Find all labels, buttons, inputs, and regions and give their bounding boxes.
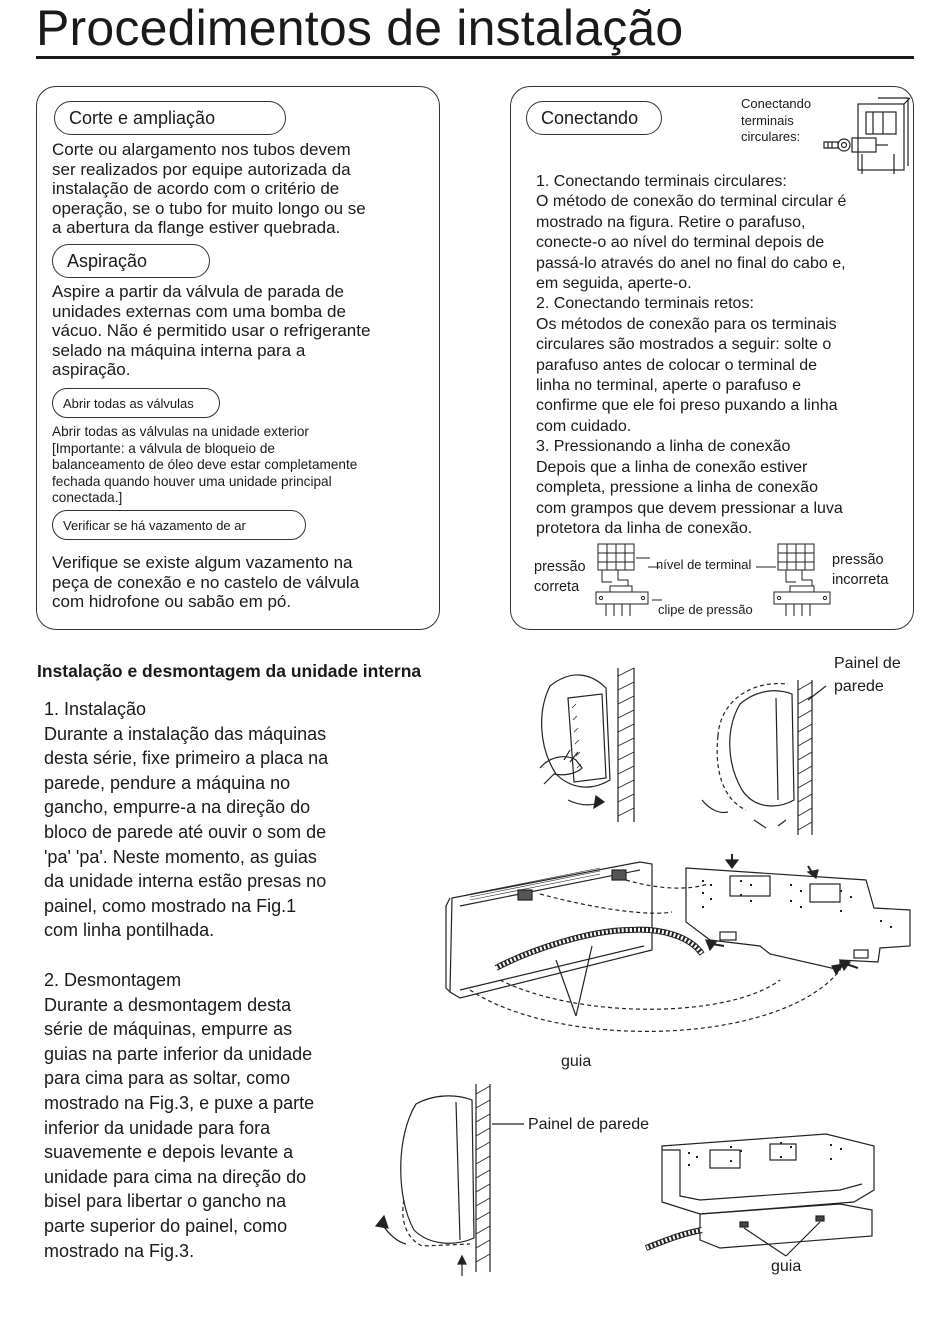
cut-text: Corte ou alargamento nos tubos devem ser realizados por equipe autorizada da instalação de acordo com o critério de operação, se o tubo for muito longo ou se a abertura da flange estiver quebrada. — [52, 140, 366, 238]
wall-hanging-figure — [510, 650, 930, 850]
indoor-unit-mounting-figure — [440, 850, 930, 1050]
connecting-text: 1. Conectando terminais circulares: O método de conexão do terminal circular é mostrado na figura. Retire o parafuso, conecte-o ao nível do terminal depois de passá-lo através do anel no final do cabo e, em seguida, aperte-o. 2. Conectando terminais retos: Os métodos de conexão para os terminais circulares são mostrados a seguir: solte o parafuso antes de colocar o terminal de linha no terminal, aperte o parafuso e confirme que ele foi preso puxando a linha com cuidado. 3. Pressionando a linha de conexão Depois que a linha de conexão estiver completa, pressione a linha de conexão com grampos que devem pressionar a luva protetora da linha de conexão. — [536, 173, 847, 537]
pressing-clip-label: clipe de pressão — [658, 602, 753, 617]
removal-side-figure — [370, 1080, 550, 1280]
valves-heading: Abrir todas as válvulas — [52, 388, 220, 418]
vacuum-text: Aspire a partir da válvula de parada de unidades externas com uma bomba de vácuo. Não é permitido usar o refrigerante selado na máquina interna para a aspiração. — [52, 282, 371, 380]
guide-label-2: guia — [771, 1258, 802, 1275]
connecting-heading: Conectando — [526, 101, 662, 135]
cut-heading: Corte e ampliação — [54, 101, 286, 135]
valves-text: Abrir todas as válvulas na unidade exterior [Importante: a válvula de bloqueio de balanceamento de óleo deve estar completamente fechada quando houver uma unidade principal conectada.] — [52, 424, 358, 505]
incorrect-pressing-label: pressão incorreta — [832, 552, 889, 588]
removal-perspective-figure — [640, 1130, 890, 1270]
wall-panel-label-bottom: Painel de parede — [528, 1116, 649, 1133]
removal-text: 2. Desmontagem Durante a desmontagem desta série de máquinas, empurre as guias na parte inferior da unidade para cima para as soltar, como mostrado na Fig.3, e puxe a parte inferior da unidade para fora suavemente e depois levante a unidade para cima na direção do bisel para libertar o gancho na parte superior do painel, como mostrado na Fig.3. — [44, 970, 315, 1261]
terminal-level-label: nível de terminal — [656, 557, 752, 572]
wall-panel-label-top: Painel de parede — [834, 655, 901, 695]
leak-heading: Verificar se há vazamento de ar — [52, 510, 306, 540]
indoor-section-heading: Instalação e desmontagem da unidade interna — [37, 661, 422, 681]
circular-terminal-caption: Conectando terminais circulares: — [741, 96, 812, 144]
diagram-leader-lines — [0, 0, 920, 640]
page-title: Procedimentos de instalação — [36, 0, 684, 56]
correct-pressing-label: pressão correta — [534, 559, 586, 595]
vacuum-heading: Aspiração — [52, 244, 210, 278]
leak-text: Verifique se existe algum vazamento na peça de conexão e no castelo de válvula com hidrofone ou sabão em pó. — [52, 553, 360, 612]
guide-label-1: guia — [561, 1053, 592, 1070]
installation-text: 1. Instalação Durante a instalação das máquinas desta série, fixe primeiro a placa na parede, pendure a máquina no gancho, empurre-a na direção do bloco de parede até ouvir o som de 'pa' 'pa'. Neste momento, as guias da unidade interna estão presas no painel, como mostrado na Fig.1 com linha pontilhada. — [44, 699, 329, 941]
